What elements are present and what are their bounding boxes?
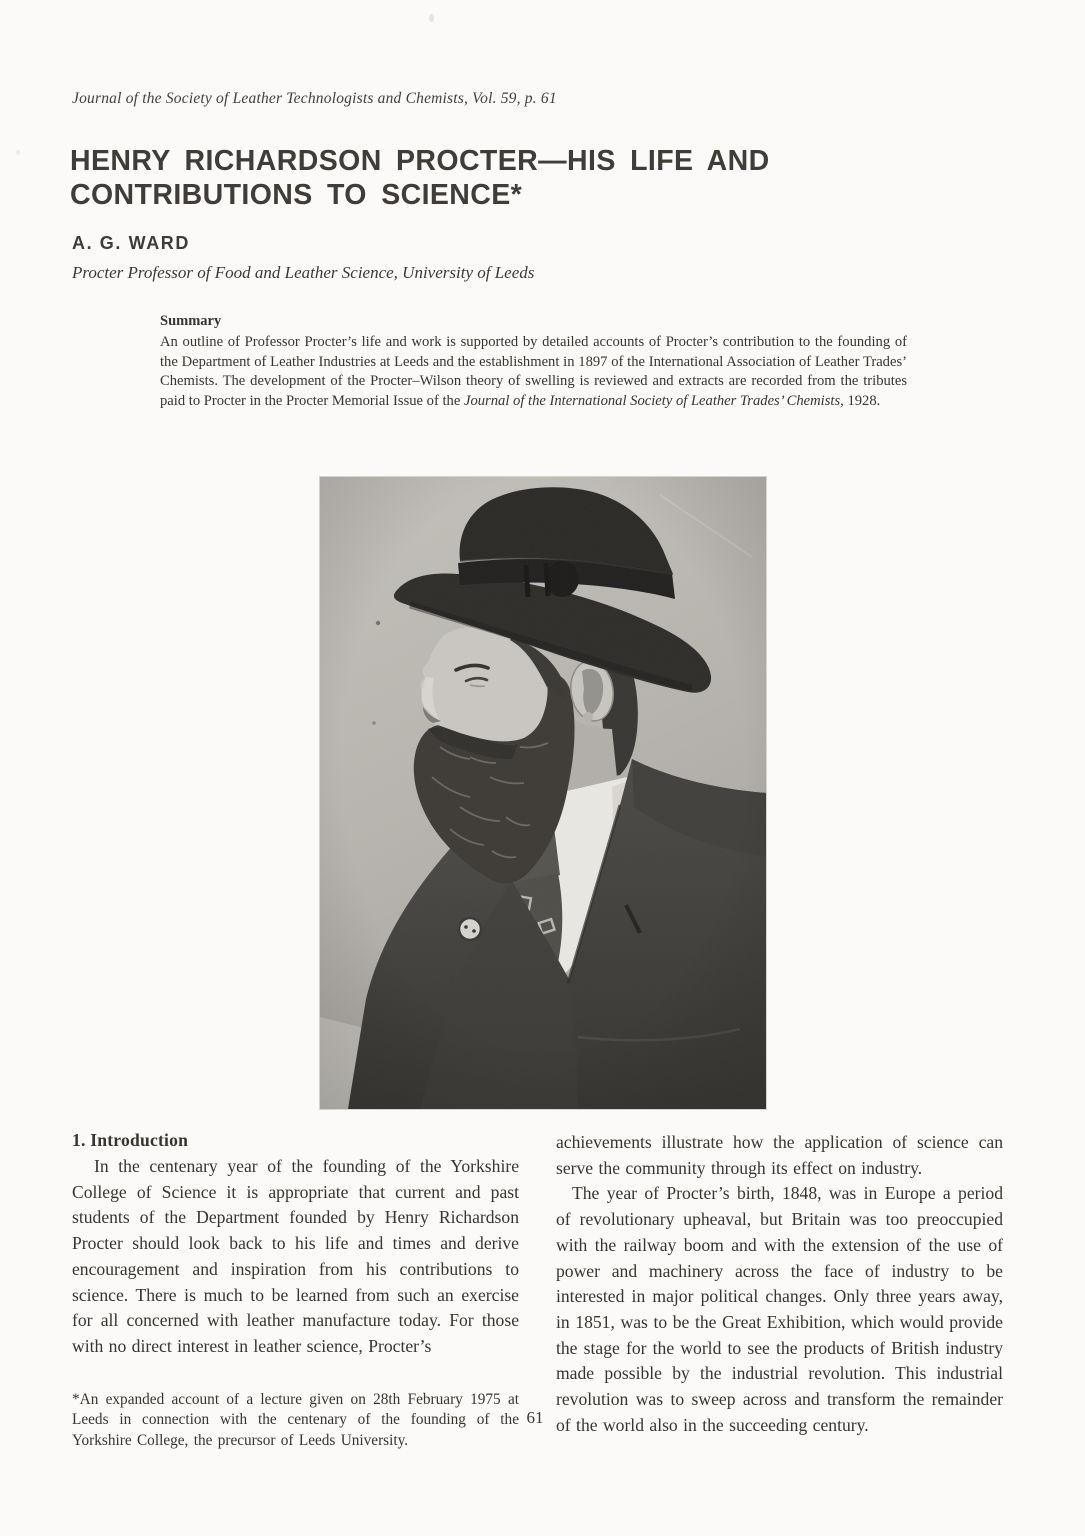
scan-artifact xyxy=(16,150,20,155)
section-heading-introduction: 1. Introduction xyxy=(72,1130,189,1150)
right-paragraph-1: achievements illustrate how the application of science can serve the community through its effect on industry. xyxy=(556,1132,1003,1178)
left-column xyxy=(72,1130,519,1452)
right-paragraph-2: The year of Procter’s birth, 1848, was in Europe a period of revolutionary upheaval, but Britain was too preoccupied with the railway boom and with the extension of the use of power and machinery across the face of industry to be interested in major political changes. Only three years away, in 1851, was to be the Great Exhibition, which would provide the stage for the world to see the products of British industry made possible by the industrial revolution. This industrial revolution was to sweep across and transform the remainder of the world also in the succeeding century. xyxy=(556,1183,1003,1435)
article-title-line1: HENRY RICHARDSON PROCTER—HIS LIFE AND xyxy=(70,145,770,177)
scan-artifact xyxy=(429,14,434,22)
intro-paragraph: In the centenary year of the founding of the Yorkshire College of Science it is appropriate that current and past students of the Department founded by Henry Richardson Procter should look back to his life and times and derive encouragement and inspiration from his contributions to science. There is much to be learned from such an exercise for all concerned with leather manufacture today. For those with no direct interest in leather science, Procter’s xyxy=(72,1156,519,1356)
article-title xyxy=(70,144,850,212)
journal-citation-line: Journal of the Society of Leather Technologists and Chemists, Vol. 59, p. 61 xyxy=(72,90,557,107)
right-column xyxy=(556,1130,1003,1438)
portrait-illustration xyxy=(320,477,766,1109)
author-name: A. G. WARD xyxy=(72,233,190,253)
summary-heading: Summary xyxy=(160,313,222,329)
summary-block xyxy=(160,313,907,411)
lecture-footnote: *An expanded account of a lecture given on 28th February 1975 at Leeds in connection with the centenary of the founding of the Yorkshire College, the precursor of Leeds University. xyxy=(72,1390,519,1450)
page-number: 61 xyxy=(526,1408,544,1427)
author-affiliation: Procter Professor of Food and Leather Science, University of Leeds xyxy=(72,263,535,282)
portrait-photo xyxy=(320,477,766,1109)
summary-text: An outline of Professor Procter’s life and work is supported by detailed accounts of Procter’s contribution to the founding of the Department of Leather Industries at Leeds and the establishment in 1897 of the International Association of Leather Trades’ Chemists. The development of the Procter–Wilson theory of swelling is reviewed and extracts are recorded from the tributes paid to Procter in the Procter Memorial Issue of the Journal of the International Society of Leather Trades’ Chemists, 1928. xyxy=(160,334,907,409)
article-title-line2: CONTRIBUTIONS TO SCIENCE* xyxy=(70,179,523,211)
